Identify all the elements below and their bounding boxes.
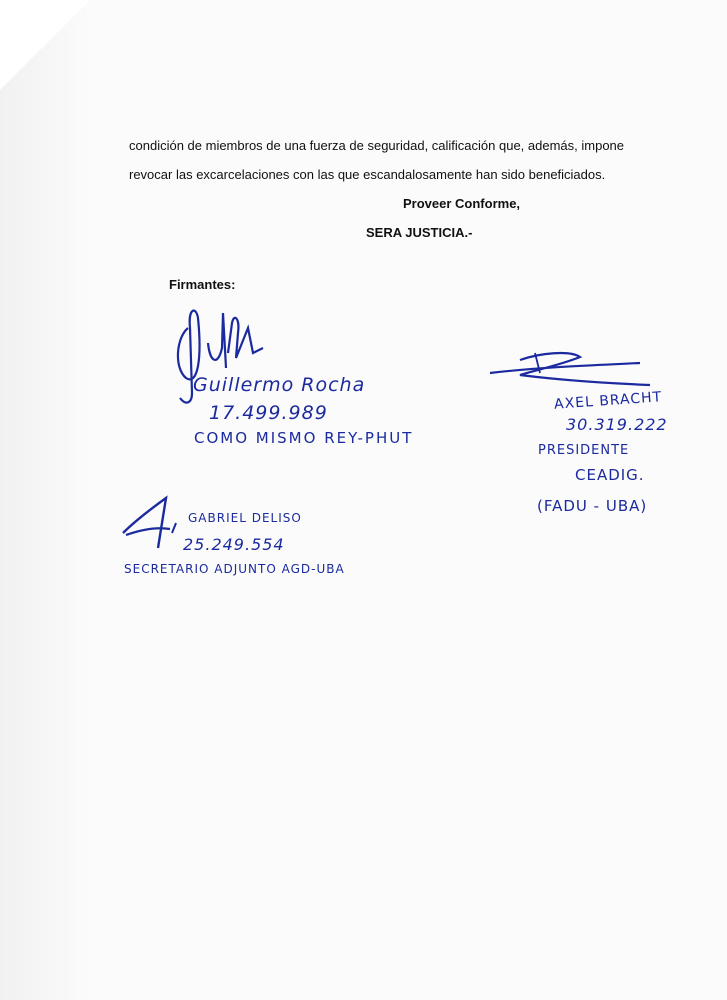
- closing-justicia: SERA JUSTICIA.-: [366, 225, 473, 240]
- rocha-id: 17.499.989: [209, 402, 328, 424]
- deliso-id: 25.249.554: [183, 535, 285, 554]
- bracht-id: 30.319.222: [566, 415, 668, 434]
- signature-deliso: [118, 493, 188, 553]
- rocha-name: Guillermo Rocha: [193, 374, 366, 396]
- signature-bracht: [480, 345, 660, 390]
- deliso-name: GABRIEL DELISO: [188, 511, 302, 525]
- bracht-org-2: (FADU - UBA): [537, 497, 648, 515]
- bracht-name: AXEL BRACHT: [553, 389, 663, 413]
- deliso-role: SECRETARIO ADJUNTO AGD-UBA: [124, 562, 345, 576]
- signers-label: Firmantes:: [169, 277, 236, 292]
- bracht-role: PRESIDENTE: [538, 443, 630, 458]
- rocha-role: COMO MISMO REY-PHUT: [194, 429, 414, 447]
- closing-proveer: Proveer Conforme,: [403, 196, 521, 211]
- bracht-org-1: CEADIG.: [575, 466, 645, 484]
- body-line-1: condición de miembros de una fuerza de seguridad, calificación que, además, impone: [129, 138, 625, 153]
- body-line-2: revocar las excarcelaciones con las que escandalosamente han sido beneficiados.: [129, 167, 606, 182]
